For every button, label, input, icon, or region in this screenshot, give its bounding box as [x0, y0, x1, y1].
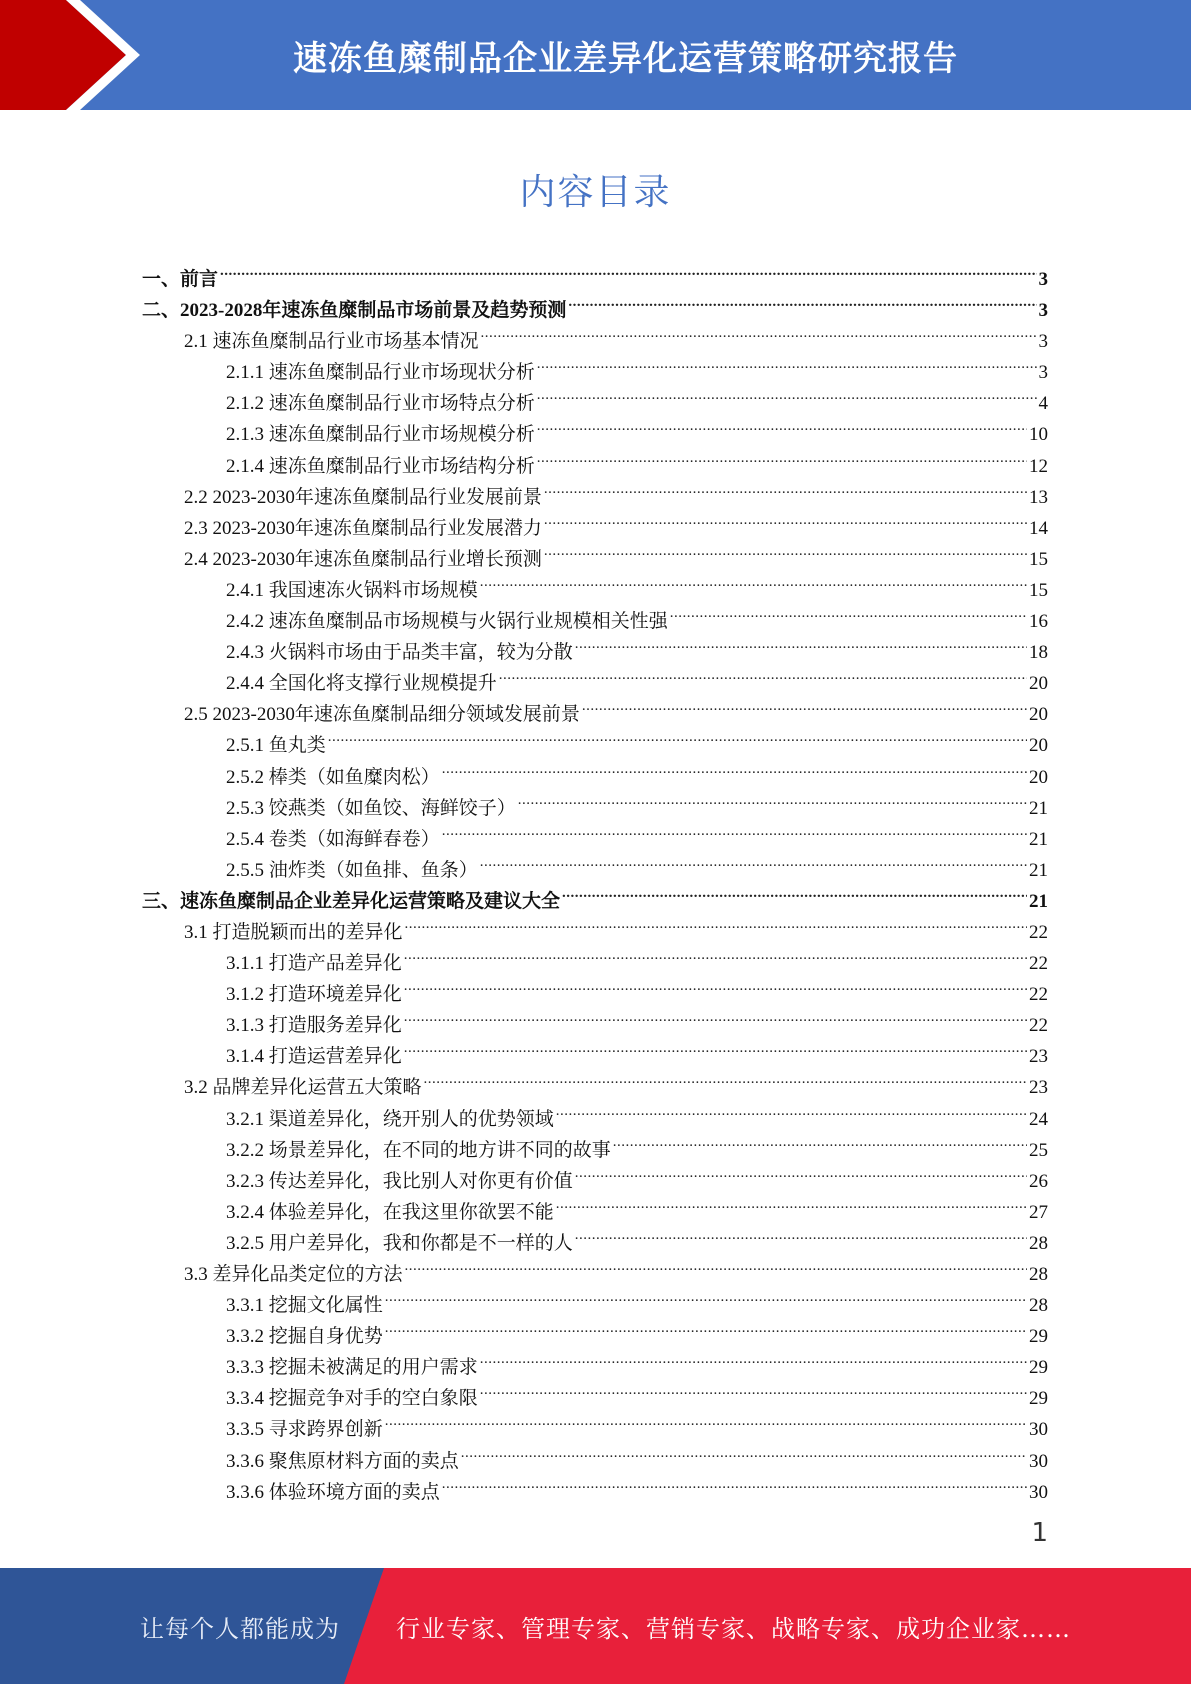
- toc-entry-page: 26: [1029, 1170, 1048, 1192]
- toc-entry-page: 23: [1029, 1046, 1048, 1068]
- toc-dot-leader: [556, 1094, 1027, 1125]
- toc-entry-page: 22: [1029, 984, 1048, 1006]
- toc-dot-leader: [518, 783, 1027, 814]
- toc-entry-page: 27: [1029, 1201, 1048, 1223]
- toc-dot-leader: [480, 1342, 1027, 1373]
- toc-entry-page: 28: [1029, 1232, 1048, 1254]
- toc-entry-title: 3.1.2 打造环境差异化: [226, 984, 402, 1006]
- toc-dot-leader: [544, 472, 1027, 503]
- toc-entry-page: 24: [1029, 1108, 1048, 1130]
- toc-dot-leader: [442, 814, 1027, 845]
- toc-entry-page: 15: [1029, 579, 1048, 601]
- toc-entry-title: 3.1.4 打造运营差异化: [226, 1046, 402, 1068]
- toc-entry-title: 2.1.1 速冻鱼糜制品行业市场现状分析: [226, 362, 535, 384]
- toc-dot-leader: [575, 1218, 1027, 1249]
- toc-dot-leader: [405, 1249, 1027, 1280]
- toc-entry-page: 12: [1029, 455, 1048, 477]
- toc-heading: 内容目录: [519, 172, 672, 213]
- toc-dot-leader: [461, 1436, 1027, 1467]
- toc-entry-title: 3.3.1 挖掘文化属性: [226, 1295, 383, 1317]
- toc-entry-title: 3.3.5 寻求跨界创新: [226, 1419, 383, 1441]
- toc-dot-leader: [556, 1187, 1027, 1218]
- footer-slogan-left: 让每个人都能成为: [140, 1614, 340, 1643]
- toc-entry-page: 21: [1029, 797, 1048, 819]
- toc-dot-leader: [537, 347, 1037, 378]
- toc-entry-title: 3.2 品牌差异化运营五大策略: [184, 1077, 422, 1099]
- toc-dot-leader: [385, 1311, 1027, 1342]
- toc-entry-page: 3: [1038, 269, 1048, 290]
- toc-dot-leader: [670, 596, 1027, 627]
- toc-dot-leader: [575, 627, 1027, 658]
- toc-dot-leader: [442, 752, 1027, 783]
- toc-entry-page: 29: [1029, 1326, 1048, 1348]
- toc-dot-leader: [613, 1125, 1027, 1156]
- toc-entry-title: 3.3.6 聚焦原材料方面的卖点: [226, 1450, 459, 1472]
- footer-banner: [0, 1568, 1191, 1684]
- toc-entry-page: 20: [1029, 735, 1048, 757]
- toc-entry-title: 3.3.2 挖掘自身优势: [226, 1326, 383, 1348]
- toc-dot-leader: [385, 1280, 1027, 1311]
- toc-entry-page: 23: [1029, 1077, 1048, 1099]
- toc-entry-page: 22: [1029, 1015, 1048, 1037]
- toc-entry-page: 28: [1029, 1295, 1048, 1317]
- toc-entry-page: 3: [1038, 362, 1048, 384]
- toc-entry-page: 25: [1029, 1139, 1048, 1161]
- toc-entry-title: 2.5.2 棒类（如鱼糜肉松）: [226, 766, 440, 788]
- toc-entry-page: 30: [1029, 1450, 1048, 1472]
- toc-dot-leader: [424, 1062, 1027, 1093]
- toc-entry-title: 2.4.3 火锅料市场由于品类丰富，较为分散: [226, 642, 573, 664]
- toc-dot-leader: [481, 316, 1037, 347]
- toc-entry-title: 2.5.1 鱼丸类: [226, 735, 326, 757]
- toc-entry-title: 3.2.2 场景差异化，在不同的地方讲不同的故事: [226, 1139, 611, 1161]
- toc-dot-leader: [544, 503, 1027, 534]
- toc-dot-leader: [405, 907, 1027, 938]
- toc-dot-leader: [480, 1373, 1027, 1404]
- toc-dot-leader: [568, 285, 1036, 316]
- toc-entry-page: 18: [1029, 642, 1048, 664]
- toc-entry-page: 30: [1029, 1481, 1048, 1503]
- toc-entry-title: 2.1.4 速冻鱼糜制品行业市场结构分析: [226, 455, 535, 477]
- report-title: 速冻鱼糜制品企业差异化运营策略研究报告: [293, 38, 958, 79]
- toc-entry-title: 三、速冻鱼糜制品企业差异化运营策略及建议大全: [142, 890, 561, 912]
- toc-dot-leader: [582, 689, 1027, 720]
- toc-entry-title: 2.5.3 饺燕类（如鱼饺、海鲜饺子）: [226, 797, 516, 819]
- toc-entry-page: 29: [1029, 1357, 1048, 1379]
- toc-entry-page: 10: [1029, 424, 1048, 446]
- toc-dot-leader: [537, 378, 1037, 409]
- toc-entry-title: 二、2023-2028年速冻鱼糜制品市场前景及趋势预测: [142, 300, 567, 322]
- toc-entry-page: 20: [1029, 704, 1048, 726]
- toc-list: [142, 254, 1048, 1503]
- toc-entry[interactable]: [142, 285, 1048, 322]
- toc-entry-page: 4: [1038, 393, 1048, 415]
- toc-entry-title: 2.4 2023-2030年速冻鱼糜制品行业增长预测: [184, 548, 542, 570]
- toc-dot-leader: [537, 441, 1027, 472]
- toc-entry-title: 3.2.5 用户差异化，我和你都是不一样的人: [226, 1232, 573, 1254]
- toc-entry-title: 一、前言: [142, 269, 219, 290]
- header-arrow-decoration: [0, 0, 160, 110]
- toc-dot-leader: [537, 409, 1027, 440]
- toc-entry-title: 2.2 2023-2030年速冻鱼糜制品行业发展前景: [184, 486, 542, 508]
- toc-dot-leader: [480, 845, 1027, 876]
- header-banner: [0, 0, 1191, 110]
- toc-entry-title: 3.3 差异化品类定位的方法: [184, 1264, 403, 1285]
- toc-dot-leader: [442, 1467, 1027, 1498]
- toc-entry-page: 29: [1029, 1388, 1048, 1410]
- toc-dot-leader: [404, 1031, 1027, 1062]
- toc-entry-title: 2.3 2023-2030年速冻鱼糜制品行业发展潜力: [184, 517, 542, 539]
- toc-entry[interactable]: [142, 254, 1048, 290]
- toc-entry-title: 3.3.3 挖掘未被满足的用户需求: [226, 1357, 478, 1379]
- toc-entry-title: 2.4.4 全国化将支撑行业规模提升: [226, 673, 497, 695]
- toc-entry-page: 22: [1029, 921, 1048, 943]
- toc-entry-page: 28: [1029, 1264, 1048, 1285]
- footer-slogan-right: 行业专家、管理专家、营销专家、战略专家、成功企业家……: [396, 1614, 1071, 1643]
- toc-entry-title: 2.5.5 油炸类（如鱼排、鱼条）: [226, 859, 478, 881]
- toc-dot-leader: [562, 876, 1027, 907]
- toc-entry-title: 3.2.4 体验差异化，在我这里你欲罢不能: [226, 1201, 554, 1223]
- toc-entry-page: 3: [1038, 300, 1048, 322]
- toc-dot-leader: [220, 254, 1036, 285]
- toc-dot-leader: [385, 1404, 1027, 1435]
- toc-dot-leader: [575, 1156, 1027, 1187]
- toc-dot-leader: [404, 969, 1027, 1000]
- toc-entry-title: 3.3.4 挖掘竞争对手的空白象限: [226, 1388, 478, 1410]
- toc-entry-title: 2.4.1 我国速冻火锅料市场规模: [226, 579, 478, 601]
- toc-entry-title: 3.1 打造脱颖而出的差异化: [184, 921, 403, 943]
- toc-entry-title: 3.3.6 体验环境方面的卖点: [226, 1481, 440, 1503]
- toc-dot-leader: [328, 720, 1027, 751]
- toc-dot-leader: [499, 658, 1027, 689]
- toc-entry-page: 21: [1029, 890, 1048, 912]
- toc-entry-page: 13: [1029, 486, 1048, 508]
- toc-entry-page: 20: [1029, 766, 1048, 788]
- toc-entry-page: 21: [1029, 828, 1048, 850]
- toc-entry-page: 15: [1029, 548, 1048, 570]
- toc-entry-title: 3.1.3 打造服务差异化: [226, 1015, 402, 1037]
- toc-entry-page: 14: [1029, 517, 1048, 539]
- toc-dot-leader: [480, 565, 1027, 596]
- toc-entry-page: 22: [1029, 953, 1048, 975]
- toc-entry-title: 2.4.2 速冻鱼糜制品市场规模与火锅行业规模相关性强: [226, 611, 668, 633]
- toc-entry-page: 20: [1029, 673, 1048, 695]
- toc-entry-title: 2.5.4 卷类（如海鲜春卷）: [226, 828, 440, 850]
- toc-entry-page: 16: [1029, 611, 1048, 633]
- toc-entry-title: 2.1 速冻鱼糜制品行业市场基本情况: [184, 331, 479, 353]
- toc-entry-title: 3.1.1 打造产品差异化: [226, 953, 402, 975]
- toc-entry-title: 3.2.1 渠道差异化，绕开别人的优势领域: [226, 1108, 554, 1130]
- toc-entry-title: 2.5 2023-2030年速冻鱼糜制品细分领域发展前景: [184, 704, 580, 726]
- toc-entry-title: 2.1.2 速冻鱼糜制品行业市场特点分析: [226, 393, 535, 415]
- toc-dot-leader: [404, 1000, 1027, 1031]
- toc-entry-page: 3: [1038, 331, 1048, 353]
- toc-entry-title: 2.1.3 速冻鱼糜制品行业市场规模分析: [226, 424, 535, 446]
- toc-entry-page: 21: [1029, 859, 1048, 881]
- toc-dot-leader: [544, 534, 1027, 565]
- toc-entry-page: 30: [1029, 1419, 1048, 1441]
- toc-entry-title: 3.2.3 传达差异化，我比别人对你更有价值: [226, 1170, 573, 1192]
- toc-dot-leader: [404, 938, 1027, 969]
- page-number: 1: [1031, 1518, 1048, 1548]
